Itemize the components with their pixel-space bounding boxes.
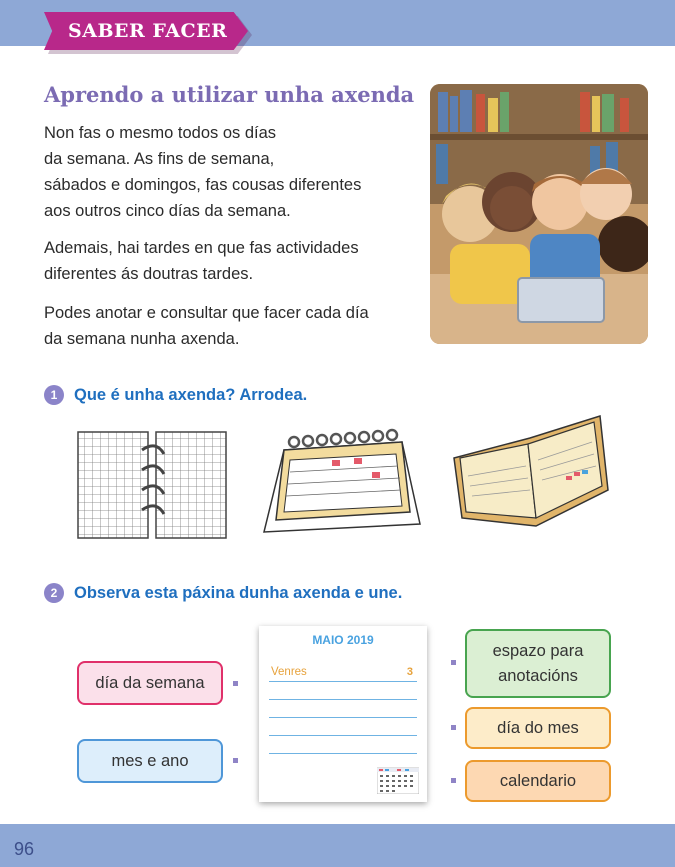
mini-calendar-icon xyxy=(377,764,419,794)
paragraph-1: Non fas o mesmo todos os días da semana. As fins de semana, sábados e domingos, fas cousas diferentes aos outros cinco días da semana. xyxy=(44,124,362,220)
section-label: SABER FACER xyxy=(68,20,228,42)
section-badge xyxy=(44,12,248,50)
page-title: Aprendo a utilizar unha axenda xyxy=(44,82,415,107)
notes-space-box[interactable]: espazo para anotacións xyxy=(465,629,611,698)
grid-notebook-image xyxy=(76,430,228,547)
question-text: Que é unha axenda? Arrodea. xyxy=(74,386,308,404)
match-dot[interactable] xyxy=(451,660,456,665)
question-number: 2 xyxy=(44,583,64,603)
page-number: 96 xyxy=(14,839,35,859)
day-of-month-box[interactable]: día do mes xyxy=(465,707,611,749)
weekday-box[interactable]: día da semana xyxy=(77,661,223,705)
calendar-box[interactable]: calendario xyxy=(465,760,611,802)
agenda-month: MAIO 2019 xyxy=(312,633,374,647)
month-year-box[interactable]: mes e ano xyxy=(77,739,223,783)
question-2 xyxy=(44,583,402,603)
children-tablet-photo xyxy=(430,84,648,344)
agenda-weekday: Venres xyxy=(271,666,307,678)
match-dot[interactable] xyxy=(233,758,238,763)
match-dot[interactable] xyxy=(233,681,238,686)
question-text: Observa esta páxina dunha axenda e une. xyxy=(74,584,403,602)
match-dot[interactable] xyxy=(451,725,456,730)
desk-calendar-image xyxy=(262,428,422,543)
question-1 xyxy=(44,385,307,405)
paragraph-3: Podes anotar e consultar que facer cada día da semana nunha axenda. xyxy=(44,304,369,348)
agenda-page xyxy=(259,626,427,802)
paragraph-2: Ademais, hai tardes en que fas actividades diferentes ás doutras tardes. xyxy=(44,239,359,283)
agenda-day-number: 3 xyxy=(406,666,413,678)
open-agenda-image xyxy=(450,406,610,541)
footer-band xyxy=(0,824,675,867)
match-dot[interactable] xyxy=(451,778,456,783)
question-number: 1 xyxy=(44,385,64,405)
